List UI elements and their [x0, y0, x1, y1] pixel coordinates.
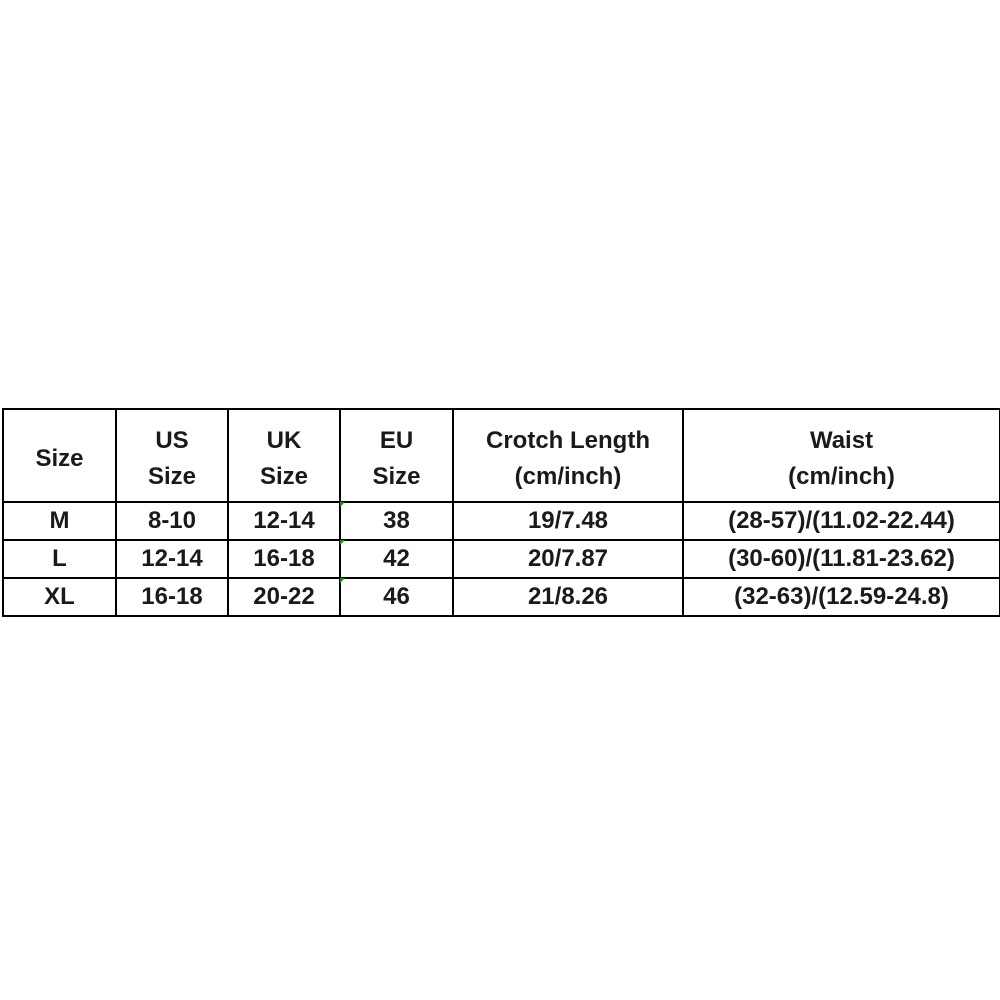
cell-size: M: [3, 502, 116, 540]
table-header-row: [3, 409, 1000, 502]
header-uk-label: UK: [266, 426, 302, 454]
cell-eu-size: [340, 578, 453, 616]
cell-us-size: 12-14: [116, 540, 228, 578]
cell-crotch-length: 19/7.48: [453, 502, 683, 540]
cell-marker: [340, 578, 345, 583]
cell-eu-value: 42: [383, 545, 410, 572]
header-us-sublabel: Size: [147, 462, 197, 490]
cell-crotch-length: 21/8.26: [453, 578, 683, 616]
cell-uk-size: 12-14: [228, 502, 340, 540]
header-size: [3, 409, 116, 502]
cell-marker: [340, 502, 345, 507]
cell-size: XL: [3, 578, 116, 616]
header-eu-sublabel: Size: [372, 462, 421, 490]
cell-uk-size: 16-18: [228, 540, 340, 578]
header-crotch-label: Crotch Length: [486, 426, 650, 454]
cell-waist: (30-60)/(11.81-23.62): [683, 540, 1000, 578]
cell-eu-value: 38: [383, 507, 410, 534]
cell-uk-size: 20-22: [228, 578, 340, 616]
size-chart-table: [2, 408, 1000, 617]
cell-marker: [340, 540, 345, 545]
header-crotch-unit: (cm/inch): [514, 462, 622, 490]
header-eu-label: EU: [379, 426, 414, 454]
header-uk-sublabel: Size: [259, 462, 309, 490]
header-us-label: US: [155, 426, 189, 454]
cell-size: L: [3, 540, 116, 578]
header-crotch-length: [453, 409, 683, 502]
cell-eu-size: [340, 502, 453, 540]
header-uk-size: [228, 409, 340, 502]
header-size-label: Size: [35, 444, 84, 472]
cell-waist: (28-57)/(11.02-22.44): [683, 502, 1000, 540]
header-us-size: [116, 409, 228, 502]
cell-crotch-length: 20/7.87: [453, 540, 683, 578]
header-eu-size: [340, 409, 453, 502]
table-row: [3, 540, 1000, 578]
header-waist-label: Waist: [809, 426, 874, 454]
header-waist: [683, 409, 1000, 502]
table-row: [3, 578, 1000, 616]
header-waist-unit: (cm/inch): [788, 462, 895, 490]
cell-eu-size: [340, 540, 453, 578]
cell-us-size: 16-18: [116, 578, 228, 616]
cell-us-size: 8-10: [116, 502, 228, 540]
cell-eu-value: 46: [383, 583, 410, 610]
table-row: [3, 502, 1000, 540]
cell-waist: (32-63)/(12.59-24.8): [683, 578, 1000, 616]
